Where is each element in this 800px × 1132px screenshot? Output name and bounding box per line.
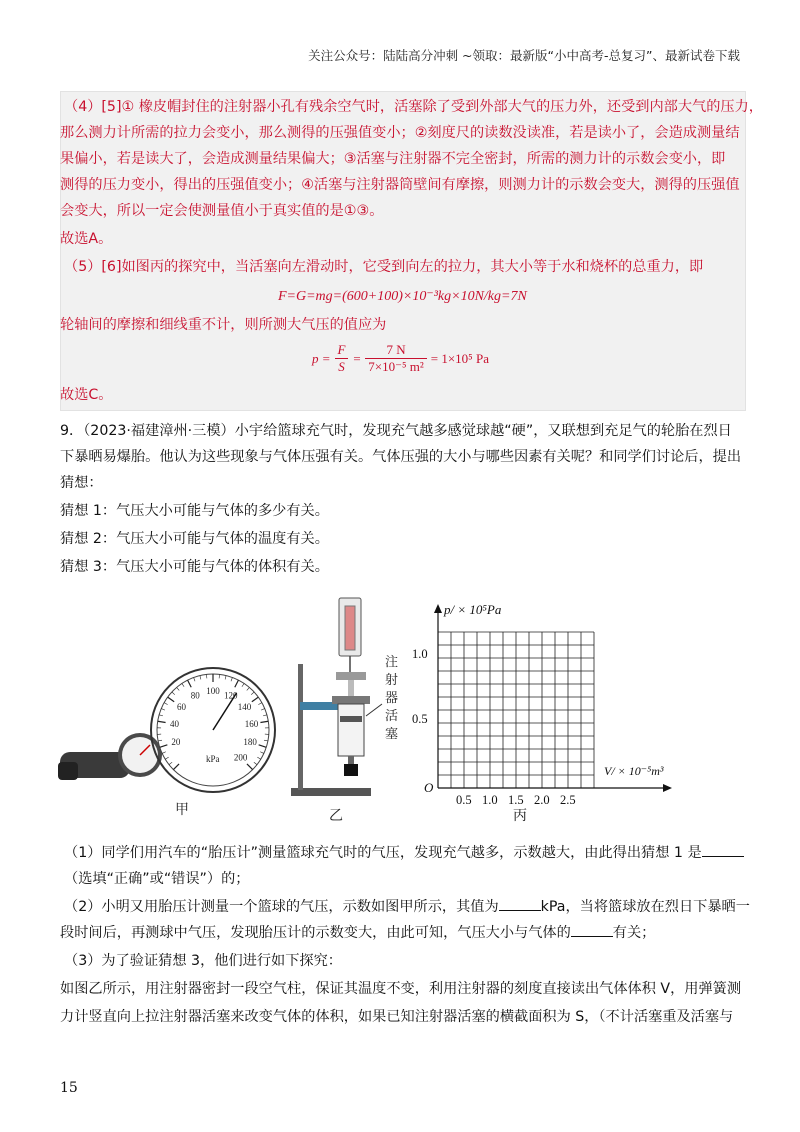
dial-label: 80 xyxy=(190,690,200,701)
formula-lhs: p = xyxy=(312,350,331,366)
x-tick-2.0: 2.0 xyxy=(534,793,550,807)
syringe-label-2: 射 xyxy=(385,672,399,687)
answer-choice-c: 故选C。 xyxy=(60,387,113,403)
formula-eq: = xyxy=(352,350,362,366)
subq-2b-post: 有关； xyxy=(612,925,656,941)
x-axis-arrow xyxy=(663,784,672,792)
page-header: 关注公众号：陆陆高分冲刺 ~领取：最新版“小中高考-总复习”、最新试卷下载 xyxy=(308,48,740,63)
answer-line-p5: （5）[6]如图丙的探究中，当活塞向左滑动时，它受到向左的拉力，其大小等于水和烧杯的总重力，即 xyxy=(64,259,704,275)
hypothesis-2: 猜想 2：气压大小可能与气体的温度有关。 xyxy=(60,531,329,547)
x-tick-1.0: 1.0 xyxy=(482,793,498,807)
answer-line-4: 测得的压力变小，得出的压强值变小；④活塞与注射器筒壁间有摩擦，则测力计的示数会变大，测得的压强值 xyxy=(60,177,740,193)
answer-line-3: 果偏小，若是读大了，会造成测量结果偏大；③活塞与注射器不完全密封，所需的测力计的示数会变小，即 xyxy=(60,151,726,167)
subq-3-para-2: 力计竖直向上拉注射器活塞来改变气体的体积，如果已知注射器活塞的横截面积为 S，（不计活塞重及活塞与 xyxy=(60,1009,734,1025)
label-jia: 甲 xyxy=(175,803,189,818)
rubber-cap xyxy=(344,764,358,776)
answer-line-2: 那么测力计所需的拉力会变小，那么测得的压强值变小；②刻度尺的读数没读准，若是读小了，会造成测量结 xyxy=(60,125,740,141)
dial-label: 40 xyxy=(169,718,179,729)
x-tick-0.5: 0.5 xyxy=(456,793,472,807)
dial-label: 20 xyxy=(171,737,181,748)
dial-label: 100 xyxy=(206,686,220,696)
subq-2a xyxy=(64,896,750,916)
subq-1a-text: （1）同学们用汽车的“胎压计”测量篮球充气时的气压，发现充气越多，示数越大，由此得出猜想 1 是 xyxy=(64,845,702,861)
answer-blank-3[interactable] xyxy=(571,924,613,937)
fraction-values xyxy=(365,342,427,375)
plunger-rod xyxy=(348,680,354,696)
dial-label: 180 xyxy=(243,737,257,748)
syringe-label-4: 活 xyxy=(385,708,399,723)
x-tick-1.5: 1.5 xyxy=(508,793,524,807)
frac-den-values: 7×10⁻⁵ m² xyxy=(368,359,424,374)
subq-2a-pre: （2）小明又用胎压计测量一个篮球的气压，示数如图甲所示，其值为 xyxy=(64,899,499,915)
answer-line-1: （4）[5]① 橡皮帽封住的注射器小孔有残余空气时，活塞除了受到外部大气的压力外，还受到内部大气的压力， xyxy=(64,99,763,115)
gauge-nozzle xyxy=(58,762,78,780)
answer-line-p5b: 轮轴间的摩擦和细线重不计，则所测大气压的值应为 xyxy=(60,317,387,333)
fraction-f-over-s xyxy=(335,342,349,375)
formula-rhs: = 1×10⁵ Pa xyxy=(430,350,489,366)
y-axis-arrow xyxy=(434,604,442,613)
syringe-barrel xyxy=(338,704,364,756)
subq-3: （3）为了验证猜想 3，他们进行如下探究： xyxy=(64,953,342,969)
frac-den-s: S xyxy=(338,359,345,374)
subq-2b-pre: 段时间后，再测球中气压，发现胎压计的示数变大，由此可知，气压大小与气体的 xyxy=(60,925,571,941)
dial-label: 60 xyxy=(176,702,186,713)
syringe-label-3: 器 xyxy=(385,690,399,705)
answer-blank-2[interactable] xyxy=(499,898,541,911)
answer-blank-1[interactable] xyxy=(702,844,744,857)
frac-num-values: 7 N xyxy=(365,342,427,359)
subq-1a xyxy=(64,842,744,862)
question-line-1: 9．（2023·福建漳州·三模）小宇给篮球充气时，发现充气越多感觉球越“硬”，又联想到充足气的轮胎在烈日 xyxy=(60,423,732,439)
force-formula: F=G=mg=(600+100)×10⁻³kg×10N/kg=7N xyxy=(278,289,527,304)
figure-bing xyxy=(412,602,672,824)
graph-grid xyxy=(438,632,594,788)
plunger-top xyxy=(336,672,366,680)
x-axis-label: V/ × 10⁻⁵m³ xyxy=(604,764,664,778)
dial-label: 140 xyxy=(237,702,252,713)
question-line-3: 猜想： xyxy=(60,475,103,491)
subq-3-para-1: 如图乙所示，用注射器密封一段空气柱，保证其温度不变，利用注射器的刻度直接读出气体体积 V，用弹簧测 xyxy=(60,981,742,997)
subq-2a-mid: kPa，当将篮球放在烈日下暴晒一 xyxy=(540,899,750,915)
pressure-formula xyxy=(312,342,489,375)
label-bing: 丙 xyxy=(513,809,527,824)
syringe-label-5: 塞 xyxy=(385,726,399,741)
page-number: 15 xyxy=(60,1080,78,1096)
hypothesis-1: 猜想 1：气压大小可能与气体的多少有关。 xyxy=(60,503,329,519)
spring-scale-window xyxy=(345,606,355,650)
dial-label: 120 xyxy=(223,690,238,701)
subq-2b xyxy=(60,922,655,942)
stand-rod xyxy=(298,664,303,790)
answer-choice-a: 故选A。 xyxy=(60,231,113,247)
y-tick-0.5: 0.5 xyxy=(412,712,428,726)
question-line-2: 下暴晒易爆胎。他认为这些现象与气体压强有关。气体压强的大小与哪些因素有关呢？和同学们讨论后，提出 xyxy=(60,449,742,465)
figure-yi xyxy=(291,598,398,824)
dial-label: 200 xyxy=(233,752,248,763)
figure-jia xyxy=(58,668,275,818)
frac-num-f: F xyxy=(335,342,349,359)
subq-1b: （选填“正确”或“错误”）的； xyxy=(64,871,250,887)
experiment-figure xyxy=(0,592,800,832)
syringe-flange xyxy=(332,696,370,704)
answer-line-5: 会变大，所以一定会使测量值小于真实值的是①③。 xyxy=(60,203,384,219)
y-tick-1.0: 1.0 xyxy=(412,647,428,661)
y-axis-label: p/ × 10⁵Pa xyxy=(444,602,502,617)
label-yi: 乙 xyxy=(329,809,343,824)
dial-unit: kPa xyxy=(206,754,220,764)
hypothesis-3: 猜想 3：气压大小可能与气体的体积有关。 xyxy=(60,559,329,575)
syringe-tip xyxy=(348,756,354,764)
x-tick-2.5: 2.5 xyxy=(560,793,576,807)
syringe-label-1: 注 xyxy=(385,654,399,669)
origin-label: O xyxy=(424,780,434,795)
dial-label: 160 xyxy=(244,718,259,729)
syringe-piston xyxy=(340,716,362,722)
label-pointer xyxy=(366,704,382,716)
